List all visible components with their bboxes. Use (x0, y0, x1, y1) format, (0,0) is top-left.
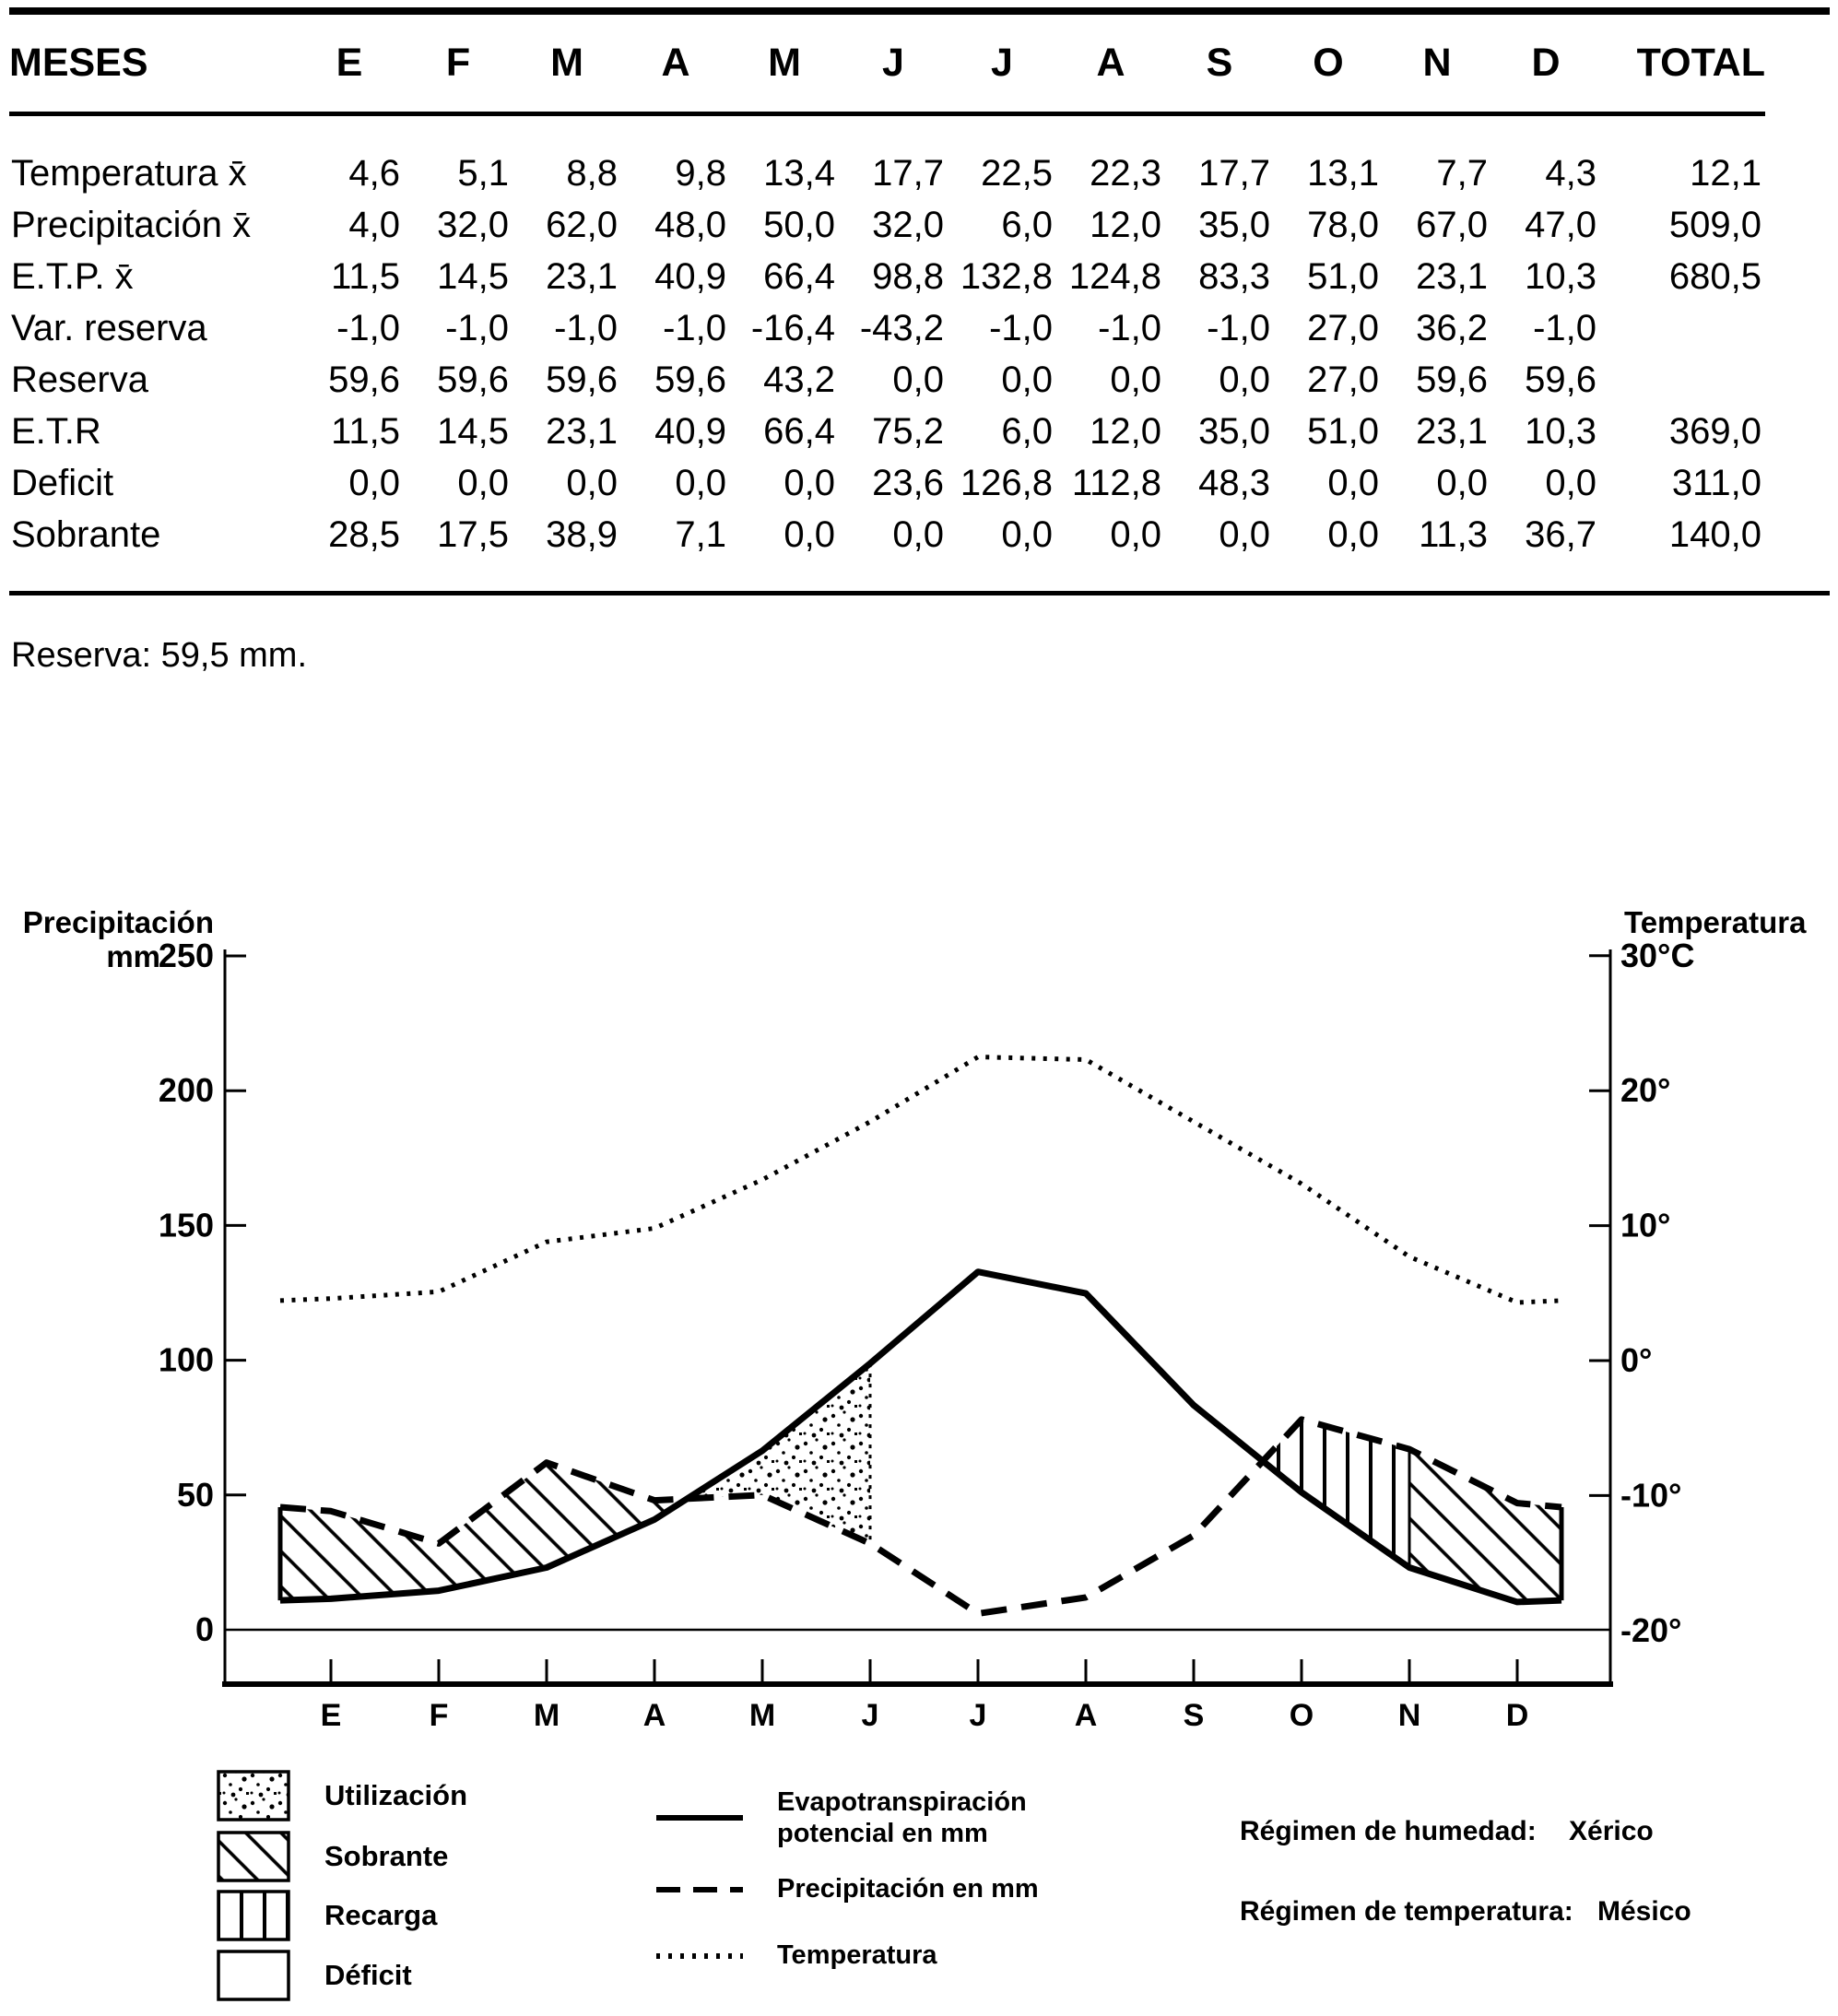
month-label: A (1074, 1698, 1098, 1733)
cell-total: 140,0 (1668, 513, 1761, 555)
cell-value: 66,4 (763, 255, 835, 297)
regime-value: Xérico (1569, 1816, 1654, 1846)
cell-value: 4,6 (348, 152, 400, 194)
cell-total (1600, 354, 1765, 406)
cell-value: 27,0 (1307, 359, 1379, 400)
col-header-month-5: M (730, 15, 839, 114)
cell-value: 17,7 (1198, 152, 1270, 194)
left-tick-label: 100 (158, 1340, 214, 1379)
cell-value: 13,1 (1307, 152, 1379, 194)
table-header-row (9, 15, 1765, 114)
month-label: O (1289, 1698, 1314, 1733)
cell-value: 0,0 (1219, 359, 1270, 400)
cell-value: 17,7 (872, 152, 944, 194)
col-header-meses: MESES (9, 15, 295, 114)
col-header-month-10: O (1274, 15, 1383, 114)
cell-value: 0,0 (457, 462, 509, 503)
temperature-line (280, 1057, 1561, 1303)
cell-value: 35,0 (1198, 410, 1270, 452)
col-header-month-6: J (839, 15, 948, 114)
cell-total: 369,0 (1668, 410, 1761, 452)
row-label: E.T.P. x̄ (11, 255, 134, 297)
col-header-month-3: M (513, 15, 621, 114)
cell-total (1600, 302, 1765, 354)
regime-label: Régimen de temperatura: (1240, 1896, 1573, 1927)
cell-value: 124,8 (1068, 255, 1161, 297)
col-header-month-9: S (1165, 15, 1274, 114)
cell-value: 22,5 (981, 152, 1053, 194)
cell-value: 75,2 (872, 410, 944, 452)
cell-value: -1,0 (445, 307, 509, 348)
left-tick-label: 250 (158, 937, 214, 974)
legend-line-label: potencial en mm (777, 1819, 988, 1848)
cell-total: 12,1 (1690, 152, 1761, 194)
regime-label: Régimen de humedad: (1240, 1816, 1537, 1846)
cell-value: -1,0 (1533, 307, 1596, 348)
cell-value: 28,5 (328, 513, 400, 555)
cell-value: 43,2 (763, 359, 835, 400)
cell-value: 7,7 (1436, 152, 1488, 194)
right-axis-title: Temperatura (1624, 905, 1807, 939)
table-row (9, 457, 1765, 509)
cell-value: 22,3 (1090, 152, 1161, 194)
left-axis-title: Precipitación (22, 905, 214, 939)
cell-value: 67,0 (1416, 204, 1488, 245)
cell-value: 11,5 (331, 255, 400, 297)
cell-value: 0,0 (784, 513, 835, 555)
cell-value: -1,0 (1207, 307, 1270, 348)
cell-value: 38,9 (546, 513, 618, 555)
cell-value: 132,8 (960, 255, 1053, 297)
legend-pattern-label: Sobrante (324, 1840, 449, 1872)
cell-value: 0,0 (348, 462, 400, 503)
row-label: Var. reserva (11, 307, 207, 348)
cell-value: 4,0 (348, 204, 400, 245)
cell-value: 7,1 (675, 513, 726, 555)
cell-total: 311,0 (1671, 462, 1761, 503)
right-tick-label: 30°C (1620, 936, 1695, 974)
legend-swatch-1 (218, 1772, 289, 1820)
cell-value: 27,0 (1307, 307, 1379, 348)
cell-value: 126,8 (960, 462, 1053, 503)
cell-value: -1,0 (989, 307, 1053, 348)
cell-value: 78,0 (1307, 204, 1379, 245)
cell-value: 40,9 (654, 410, 726, 452)
table-row (9, 406, 1765, 457)
month-label: N (1397, 1698, 1421, 1733)
cell-value: -16,4 (750, 307, 835, 348)
legend-line-label: Temperatura (777, 1940, 937, 1970)
cell-value: 112,8 (1071, 462, 1161, 503)
right-tick-label: 10° (1620, 1206, 1671, 1244)
month-label: D (1505, 1698, 1529, 1733)
legend-swatch-3 (218, 1892, 289, 1939)
cell-value: 36,2 (1416, 307, 1488, 348)
cell-value: 0,0 (1545, 462, 1596, 503)
cell-value: 62,0 (546, 204, 618, 245)
month-label: A (642, 1698, 666, 1733)
cell-value: 23,1 (546, 410, 618, 452)
cell-value: 10,3 (1525, 255, 1596, 297)
cell-value: -1,0 (336, 307, 400, 348)
cell-value: 59,6 (437, 359, 509, 400)
legend-line-label: Precipitación en mm (777, 1874, 1039, 1904)
cell-value: 0,0 (1327, 513, 1379, 555)
cell-value: 5,1 (457, 152, 509, 194)
table-row (9, 114, 1765, 200)
cell-value: 59,6 (546, 359, 618, 400)
cell-value: 0,0 (566, 462, 618, 503)
table-row (9, 354, 1765, 406)
climate-data-table (9, 15, 1765, 560)
table-bottom-rule (9, 591, 1830, 595)
regime-value: Mésico (1597, 1896, 1691, 1927)
right-tick-label: -20° (1620, 1610, 1682, 1649)
row-label: Deficit (11, 462, 114, 503)
col-header-month-11: N (1383, 15, 1491, 114)
region-utilizacion (687, 1363, 870, 1543)
cell-value: 83,3 (1198, 255, 1270, 297)
col-header-month-1: E (295, 15, 404, 114)
legend-line-label: Evapotranspiración (777, 1787, 1027, 1817)
cell-value: 48,0 (654, 204, 726, 245)
cell-value: 6,0 (1001, 410, 1053, 452)
cell-value: 12,0 (1090, 204, 1161, 245)
cell-value: 23,1 (546, 255, 618, 297)
left-tick-label: 150 (158, 1206, 214, 1244)
cell-value: 32,0 (437, 204, 509, 245)
cell-value: 47,0 (1525, 204, 1596, 245)
cell-value: 14,5 (437, 410, 509, 452)
cell-value: 0,0 (784, 462, 835, 503)
cell-value: 40,9 (654, 255, 726, 297)
cell-value: 0,0 (675, 462, 726, 503)
right-tick-label: 20° (1620, 1071, 1671, 1110)
cell-value: 0,0 (1436, 462, 1488, 503)
cell-value: 59,6 (654, 359, 726, 400)
cell-value: 0,0 (1110, 359, 1161, 400)
table-row (9, 199, 1765, 251)
col-header-month-12: D (1491, 15, 1600, 114)
cell-value: 35,0 (1198, 204, 1270, 245)
region-sobrante-autumn (1409, 1449, 1561, 1602)
legend-pattern-label: Déficit (324, 1959, 412, 1991)
cell-value: 32,0 (872, 204, 944, 245)
cell-value: 51,0 (1307, 410, 1379, 452)
left-tick-label: 50 (176, 1475, 214, 1514)
cell-value: 17,5 (437, 513, 509, 555)
cell-total: 509,0 (1668, 204, 1761, 245)
legend-pattern-label: Utilización (324, 1779, 468, 1811)
cell-value: 8,8 (566, 152, 618, 194)
cell-value: -1,0 (663, 307, 726, 348)
month-label: S (1183, 1698, 1205, 1733)
row-label: E.T.R (11, 410, 101, 452)
cell-value: 13,4 (763, 152, 835, 194)
month-label: E (320, 1698, 342, 1733)
col-header-month-2: F (404, 15, 513, 114)
cell-value: -43,2 (859, 307, 944, 348)
reserva-note: Reserva: 59,5 mm. (11, 636, 307, 675)
table-row (9, 251, 1765, 302)
row-label: Temperatura x̄ (11, 152, 247, 194)
left-tick-label: 200 (158, 1071, 214, 1110)
cell-value: 0,0 (1001, 359, 1053, 400)
col-header-month-8: A (1056, 15, 1165, 114)
right-tick-label: -10° (1620, 1476, 1682, 1515)
month-label: M (533, 1698, 560, 1733)
cell-value: 23,6 (872, 462, 944, 503)
legend-pattern-label: Recarga (324, 1899, 438, 1931)
row-label: Reserva (11, 359, 148, 400)
cell-value: 59,6 (1416, 359, 1488, 400)
cell-value: 9,8 (675, 152, 726, 194)
cell-value: 59,6 (328, 359, 400, 400)
month-label: M (748, 1698, 776, 1733)
col-header-total: TOTAL (1600, 15, 1765, 114)
cell-value: 10,3 (1525, 410, 1596, 452)
water-balance-table (9, 0, 1830, 595)
cell-value: 66,4 (763, 410, 835, 452)
left-axis-unit: mm (106, 939, 160, 973)
table-row (9, 302, 1765, 354)
region-recarga (1263, 1420, 1409, 1568)
climograph (0, 830, 1838, 2016)
month-label: J (969, 1698, 987, 1733)
cell-value: 11,5 (331, 410, 400, 452)
month-label: J (861, 1698, 879, 1733)
cell-value: 51,0 (1307, 255, 1379, 297)
cell-value: 11,3 (1419, 513, 1488, 555)
cell-value: 14,5 (437, 255, 509, 297)
cell-value: 98,8 (872, 255, 944, 297)
row-label: Sobrante (11, 513, 161, 555)
right-tick-label: 0° (1620, 1341, 1653, 1379)
month-label: F (429, 1698, 449, 1733)
cell-value: 0,0 (1327, 462, 1379, 503)
table-row (9, 509, 1765, 560)
cell-value: -1,0 (1098, 307, 1161, 348)
legend-swatch-4 (218, 1951, 289, 1999)
cell-value: 0,0 (892, 359, 944, 400)
cell-value: 59,6 (1525, 359, 1596, 400)
row-label: Precipitación x̄ (11, 204, 252, 245)
cell-value: 0,0 (892, 513, 944, 555)
cell-value: 6,0 (1001, 204, 1053, 245)
col-header-month-4: A (621, 15, 730, 114)
cell-value: 36,7 (1525, 513, 1596, 555)
cell-value: 23,1 (1416, 410, 1488, 452)
cell-value: 12,0 (1090, 410, 1161, 452)
left-tick-label: 0 (194, 1610, 214, 1648)
col-header-month-7: J (948, 15, 1056, 114)
cell-value: 48,3 (1198, 462, 1270, 503)
cell-value: -1,0 (554, 307, 618, 348)
cell-value: 23,1 (1416, 255, 1488, 297)
cell-value: 0,0 (1219, 513, 1270, 555)
cell-value: 50,0 (763, 204, 835, 245)
legend-swatch-2 (218, 1833, 289, 1880)
cell-value: 0,0 (1110, 513, 1161, 555)
cell-total: 680,5 (1668, 255, 1761, 297)
cell-value: 0,0 (1001, 513, 1053, 555)
cell-value: 4,3 (1545, 152, 1596, 194)
table-top-rule (9, 7, 1830, 15)
